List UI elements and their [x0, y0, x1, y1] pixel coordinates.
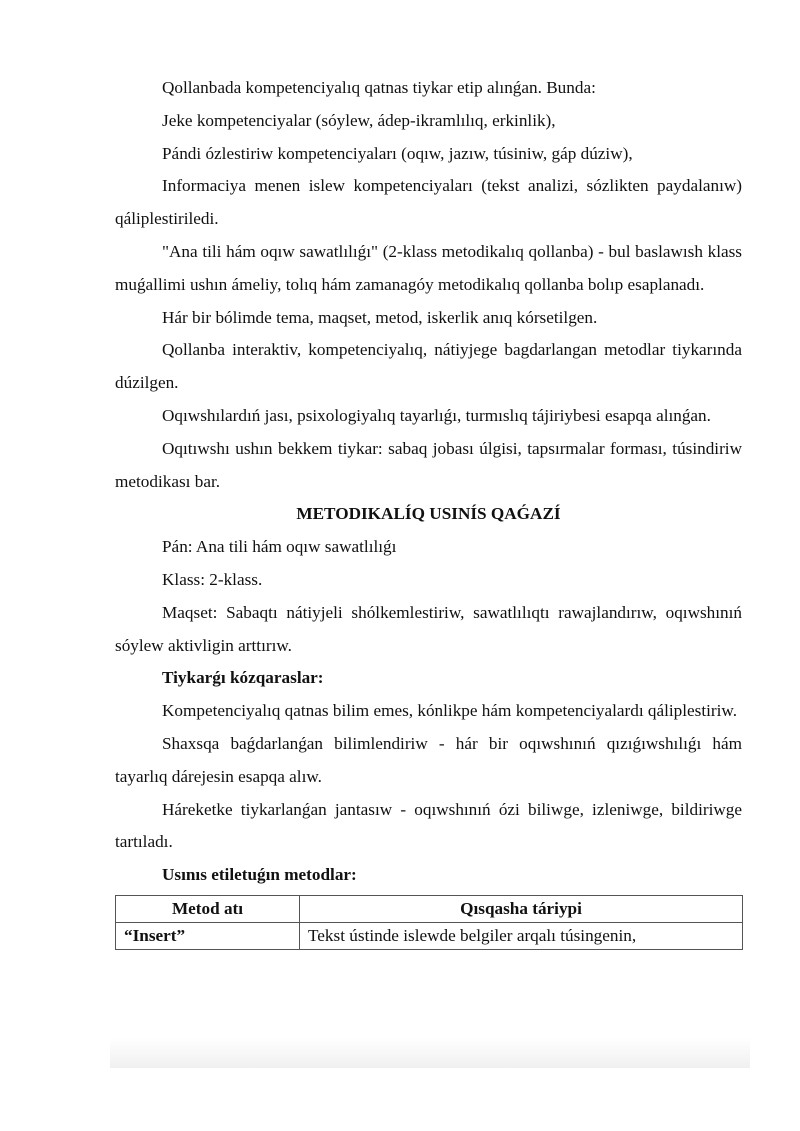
info-line-class: Klass: 2-klass. [162, 569, 263, 589]
principles-title: Tiykarǵı kózqaraslar: [162, 668, 324, 688]
intro-paragraph: "Ana tili hám oqıw sawatlılıǵı" (2-klass metodikalıq qollanba) - bul baslawısh klass muǵallimi ushın ámeliy, tolıq hám zamanagóy metodikalıq qollanba bolıp esaplanadı. [115, 241, 742, 294]
section-heading: METODIKALÍQ USINÍS QAǴAZÍ [296, 504, 561, 524]
principle-paragraph: Háreketke tiykarlanǵan jantasıw - oqıwshınıń ózi biliwge, izleniwge, bildiriwge tartıladı. [115, 799, 742, 852]
intro-paragraph: Jeke kompetenciyalar (sóylew, ádep-ikramlılıq, erkinlik), [162, 110, 556, 130]
info-line-goal: Maqset: Sabaqtı nátiyjeli shólkemlestiriw, sawatlılıqtı rawajlandırıw, oqıwshınıń sóylew aktivligin arttırıw. [115, 602, 742, 655]
methods-table [115, 895, 743, 950]
intro-paragraph: Qollanba interaktiv, kompetenciyalıq, nátiyjege bagdarlangan metodlar tiykarında dúzilgen. [115, 340, 742, 393]
info-line-subject: Pán: Ana tili hám oqıw sawatlılıǵı [162, 537, 397, 557]
table-header-row [116, 895, 743, 922]
principle-paragraph: Kompetenciyalıq qatnas bilim emes, kónlikpe hám kompetenciyalardı qáliplestiriw. [162, 701, 737, 721]
intro-paragraph: Qollanbada kompetenciyalıq qatnas tiykar etip alınǵan. Bunda: [162, 78, 596, 97]
method-description-cell: Tekst ústinde islewde belgiler arqalı túsingenin, [300, 922, 743, 949]
methods-title: Usınıs etiletuǵın metodlar: [162, 865, 357, 885]
intro-paragraph: Oqıtıwshı ushın bekkem tiykar: sabaq jobası úlgisi, tapsırmalar forması, túsindiriw metodikası bar. [115, 438, 742, 491]
intro-paragraph: Oqıwshılardıń jası, psixologiyalıq tayarlıǵı, turmıslıq tájiriybesi esapqa alınǵan. [162, 405, 711, 425]
method-name-cell: “Insert” [116, 922, 300, 949]
intro-paragraph: Hár bir bólimde tema, maqset, metod, iskerlik anıq kórsetilgen. [162, 307, 598, 327]
page-bottom-fade [110, 1038, 750, 1068]
document-body [115, 72, 742, 950]
intro-paragraph: Informaciya menen islew kompetenciyaları (tekst analizi, sózlikten paydalanıw) qáliplestiriledi. [115, 176, 742, 229]
column-header-description: Qısqasha táriypi [300, 895, 743, 922]
principle-paragraph: Shaxsqa baǵdarlanǵan bilimlendiriw - hár bir oqıwshınıń qızıǵıwshılıǵı hám tayarlıq dárejesin esapqa alıw. [115, 733, 742, 786]
intro-paragraph: Pándi ózlestiriw kompetenciyaları (oqıw, jazıw, túsiniw, gáp dúziw), [162, 143, 633, 163]
table-row [116, 922, 743, 949]
column-header-method-name: Metod atı [116, 895, 300, 922]
